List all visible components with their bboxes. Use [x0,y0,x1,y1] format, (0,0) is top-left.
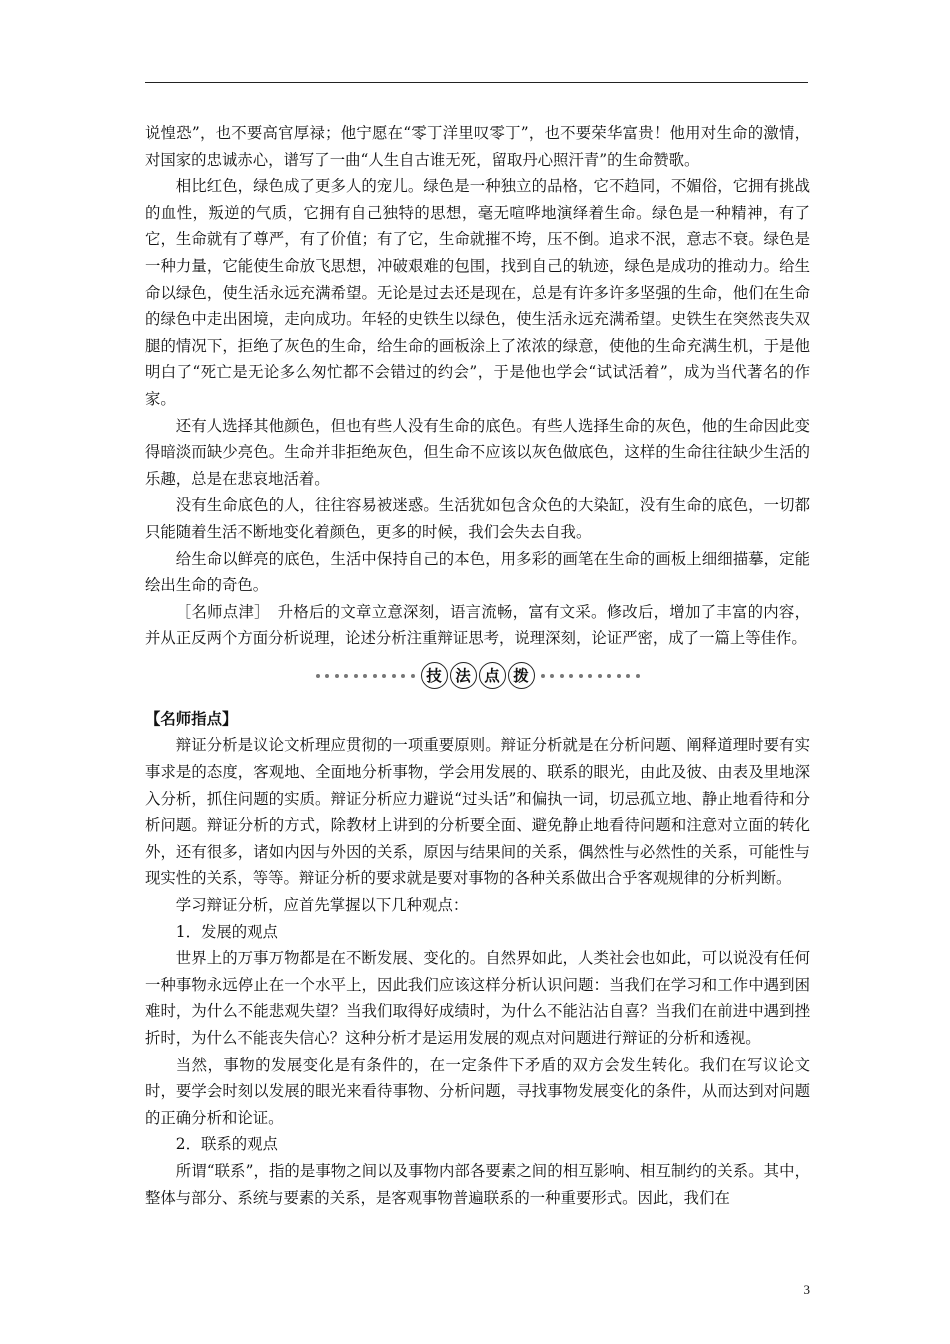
paragraph: 给生命以鲜亮的底色，生活中保持自己的本色，用多彩的画笔在生命的画板上细细描摹，定能绘出生命的奇色。 [145,549,810,595]
paragraph: 没有生命底色的人，往往容易被迷惑。生活犹如包含众色的大染缸，没有生命的底色，一切都只能随着生活不断地变化着颜色，更多的时候，我们会失去自我。 [145,496,810,541]
paragraph: 世界上的万事万物都是在不断发展、变化的。自然界如此，人类社会也如此，可以说没有任何一种事物永远停止在一个水平上，因此我们应该这样分析认识问题：当我们在学习和工作中遇到困难时，为什么不能悲观失望？当我们取得好成绩时，为什么不能沾沾自喜？当我们在前进中遇到挫折时，为什么不能丧失信心？这种分析才是运用发展的观点对问题进行辩证的分析和透视。 [145,949,810,1047]
paragraph: 所谓“联系”，指的是事物之间以及事物内部各要素之间的相互影响、相互制约的关系。其中，整体与部分、系统与要素的关系，是客观事物普遍联系的一种重要形式。因此，我们在 [145,1161,810,1207]
subheading: 2．联系的观点 [175,1135,278,1154]
page-number: 3 [803,1282,810,1297]
banner-char: 技 [421,662,448,689]
banner-dots-right [541,674,640,678]
banner-char: 点 [479,662,506,689]
subheading: 1．发展的观点 [175,922,278,941]
paragraph: 说惶恐”，也不要高官厚禄；他宁愿在“零丁洋里叹零丁”，也不要荣华富贵！他用对生命的激情，对国家的忠诚赤心，谱写了一曲“人生自古谁无死，留取丹心照汗青”的生命赞歌。 [145,124,810,169]
body-content [145,120,810,1211]
banner-char: 法 [450,662,477,689]
header-rule [145,82,808,83]
section-banner [145,654,810,698]
banner-char: 拨 [508,662,535,689]
banner-dots-left [316,674,415,678]
paragraph: 相比红色，绿色成了更多人的宠儿。绿色是一种独立的品格，它不趋同，不媚俗，它拥有挑战的血性，叛逆的气质，它拥有自己独特的思想，毫无喧哗地演绎着生命。绿色是一种精神，有了它，生命就有了尊严，有了价值；有了它，生命就摧不垮，压不倒。追求不泯，意志不衰。绿色是一种力量，它能使生命放飞思想，冲破艰难的包围，找到自己的轨迹，绿色是成功的推动力。给生命以绿色，使生活永远充满希望。无论是过去还是现在，总是有许多许多坚强的生命，他们在生命的绿色中走出困境，走向成功。年轻的史铁生以绿色，使生活永远充满希望。史铁生在突然丧失双腿的情况下，拒绝了灰色的生命，给生命的画板涂上了浓浓的绿意，使他的生命充满生机，于是他明白了“死亡是无论多么匆忙都不会错过的约会”，于是他也学会“试试活着”，成为当代著名的作家。 [145,177,810,408]
paragraph: 学习辩证分析，应首先掌握以下几种观点： [175,896,469,915]
paragraph: 还有人选择其他颜色，但也有些人没有生命的底色。有些人选择生命的灰色，他的生命因此变得暗淡而缺少亮色。生命并非拒绝灰色，但生命不应该以灰色做底色，这样的生命往往缺少生活的乐趣，总是在悲哀地活着。 [145,416,810,488]
banner-title [421,662,535,689]
tips-section [145,706,810,1211]
paragraph: 辩证分析是议论文析理应贯彻的一项重要原则。辩证分析就是在分析问题、阐释道理时要有实事求是的态度，客观地、全面地分析事物，学会用发展的、联系的眼光，由此及彼、由表及里地深入分析，抓住问题的实质。辩证分析应力避说“过头话”和偏执一词，切忌孤立地、静止地看待和分析问题。辩证分析的方式，除教材上讲到的分析要全面、避免静止地看待问题和注意对立面的转化外，还有很多，诸如内因与外因的关系，原因与结果间的关系，偶然性与必然性的关系，可能性与现实性的关系，等等。辩证分析的要求就是要对事物的各种关系做出合乎客观规律的分析判断。 [145,736,810,888]
paragraph: 当然，事物的发展变化是有条件的，在一定条件下矛盾的双方会发生转化。我们在写议论文时，要学会时刻以发展的眼光来看待事物、分析问题，寻找事物发展变化的条件，从而达到对问题的正确分析和论证。 [145,1055,810,1127]
teacher-comment-paragraph: ［名师点津］ 升格后的文章立意深刻，语言流畅，富有文采。修改后，增加了丰富的内容，并从正反两个方面分析说理，论述分析注重辩证思考，说理深刻，论证严密，成了一篇上等佳作。 [145,602,810,648]
section-heading: 【名师指点】 [145,709,238,728]
essay-section [145,120,810,652]
